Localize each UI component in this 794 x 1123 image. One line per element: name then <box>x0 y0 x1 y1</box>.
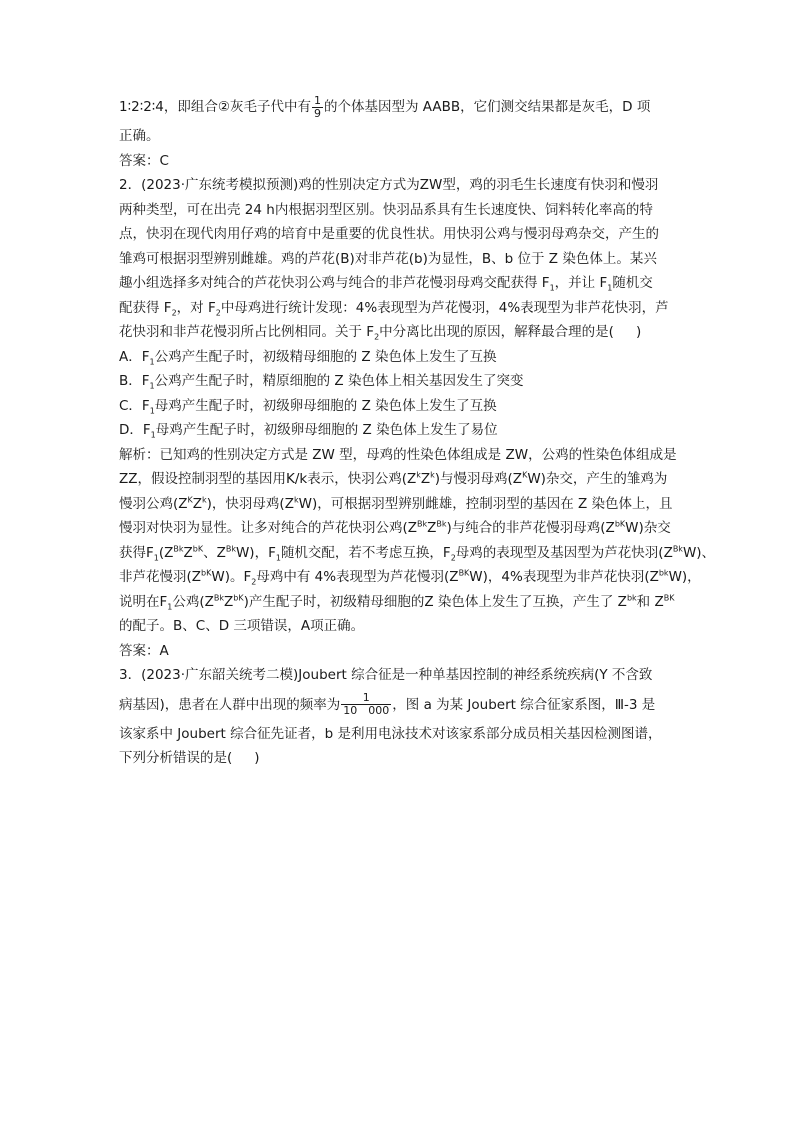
q3-line-1: 3．(2023·广东韶关统考二模)Joubert 综合征是一种单基因控制的神经系统疾病(Y 不含致 <box>119 667 653 683</box>
q2-option-a: A．$F_1$公鸡产生配子时，初级精母细胞的 Z 染色体上发生了互换 <box>119 348 497 367</box>
q3-line-4: 下列分析错误的是( ) <box>119 750 260 766</box>
q2-line-4: 雏鸡可根据羽型辨别雌雄。鸡的芦花(B)对非芦花(b)为显性，B、b 位于 Z 染色体上。某兴 <box>119 250 657 267</box>
q2-option-b: B．$F_1$公鸡产生配子时，精原细胞的 Z 染色体上相关基因发生了突变 <box>119 373 524 391</box>
q2-explanation-3: 慢羽公鸡$(Z^KZ^k)$，快羽母鸡$(Z^kW)$，可根据羽型辨别雌雄，控制羽型的基因在 Z 染色体上，且 <box>119 495 673 512</box>
q1-answer: 答案：C <box>119 152 169 169</box>
q2-line-7: 花快羽和非芦花慢羽所占比例相同。关于 $F_2$中分离比出现的原因，解释最合理的是( ) <box>119 324 642 342</box>
q2-line-3: 点，快羽在现代肉用仔鸡的培育中是重要的优良性状。用快羽公鸡与慢羽母鸡杂交，产生的 <box>119 226 659 242</box>
q2-option-c: C．$F_1$母鸡产生配子时，初级卵母细胞的 Z 染色体上发生了互换 <box>119 397 497 416</box>
q2-answer: 答案：A <box>119 642 169 659</box>
document-page <box>119 90 716 771</box>
q2-explanation-1: 解析：已知鸡的性别决定方式是 ZW 型，母鸡的性染色体组成是 ZW，公鸡的性染色体组成是 <box>119 446 677 463</box>
fraction-one-ten-thousand: $\frac{1}{10 000}$ <box>343 691 390 717</box>
q1-text: 1∶2∶2∶4，即组合②灰毛子代中有 <box>119 99 311 115</box>
q3-line-2: 病基因)，患者在人群中出现的频率为 $\frac{1}{10 000}$ ，图 a 为某 Joubert 综合征家系图，Ⅲ-3 是 <box>119 691 656 717</box>
fraction-one-ninth: $\frac{1}{9}$ <box>314 93 321 120</box>
q1-tail-line-1 <box>119 90 679 124</box>
q2-explanation-4: 慢羽对快羽为显性。让多对纯合的芦花快羽公鸡$(Z^{Bk}Z^{Bk})$与纯合的非芦花慢羽母鸡$(Z^{bK}W)$杂交 <box>119 519 671 536</box>
q2-line-6: 配获得 $F_2$，对 $F_2$中母鸡进行统计发现：4%表现型为芦花慢羽，4%表现型为非芦花快羽，芦 <box>119 299 669 318</box>
q2-explanation-7: 说明在$F_1$公鸡$(Z^{Bk}Z^{bK})$产生配子时，初级精母细胞的Z 染色体上发生了互换，产生了 $Z^{bk}$和 $Z^{BK}$ <box>119 593 675 612</box>
q2-explanation-8: 的配子。B、C、D 三项错误，A项正确。 <box>119 618 365 634</box>
q1-tail-line-2: 正确。 <box>119 128 160 144</box>
q2-line-5: 趣小组选择多对纯合的芦花快羽公鸡与纯合的非芦花慢羽母鸡交配获得 $F_1$，并让 $F_1$随机交 <box>119 275 653 293</box>
q2-line-2: 两种类型，可在出壳 24 h内根据羽型区别。快羽品系具有生长速度快、饲料转化率高的特 <box>119 201 653 218</box>
q3-line-3: 该家系中 Joubert 综合征先证者，b 是利用电泳技术对该家系部分成员相关基因检测图谱， <box>119 725 662 742</box>
q2-line-1: 2．(2023·广东统考模拟预测)鸡的性别决定方式为ZW型，鸡的羽毛生长速度有快羽和慢羽 <box>119 177 659 193</box>
q2-explanation-5: 获得$F_1(Z^{Bk}Z^{bK}$、$Z^{Bk}W$)，$F_1$随机交配，若不考虑互换，$F_2$母鸡的表现型及基因型为芦花快羽$(Z^{Bk}W)$、 <box>119 544 716 563</box>
q2-explanation-2: ZZ，假设控制羽型的基因用K/k表示，快羽公鸡$(Z^kZ^k)$与慢羽母鸡$(Z^KW)$杂交，产生的雏鸡为 <box>119 470 668 487</box>
q2-explanation-6: 非芦花慢羽$(Z^{bK}W)$。$F_2$母鸡中有 4%表现型为芦花慢羽$(Z^{BK}W)$，4%表现型为非芦花快羽$(Z^{bk}W)$， <box>119 568 701 587</box>
q2-option-d: D．$F_1$母鸡产生配子时，初级卵母细胞的 Z 染色体上发生了易位 <box>119 422 498 440</box>
q1-text: 的个体基因型为 AABB，它们测交结果都是灰毛，D 项 <box>324 99 651 115</box>
